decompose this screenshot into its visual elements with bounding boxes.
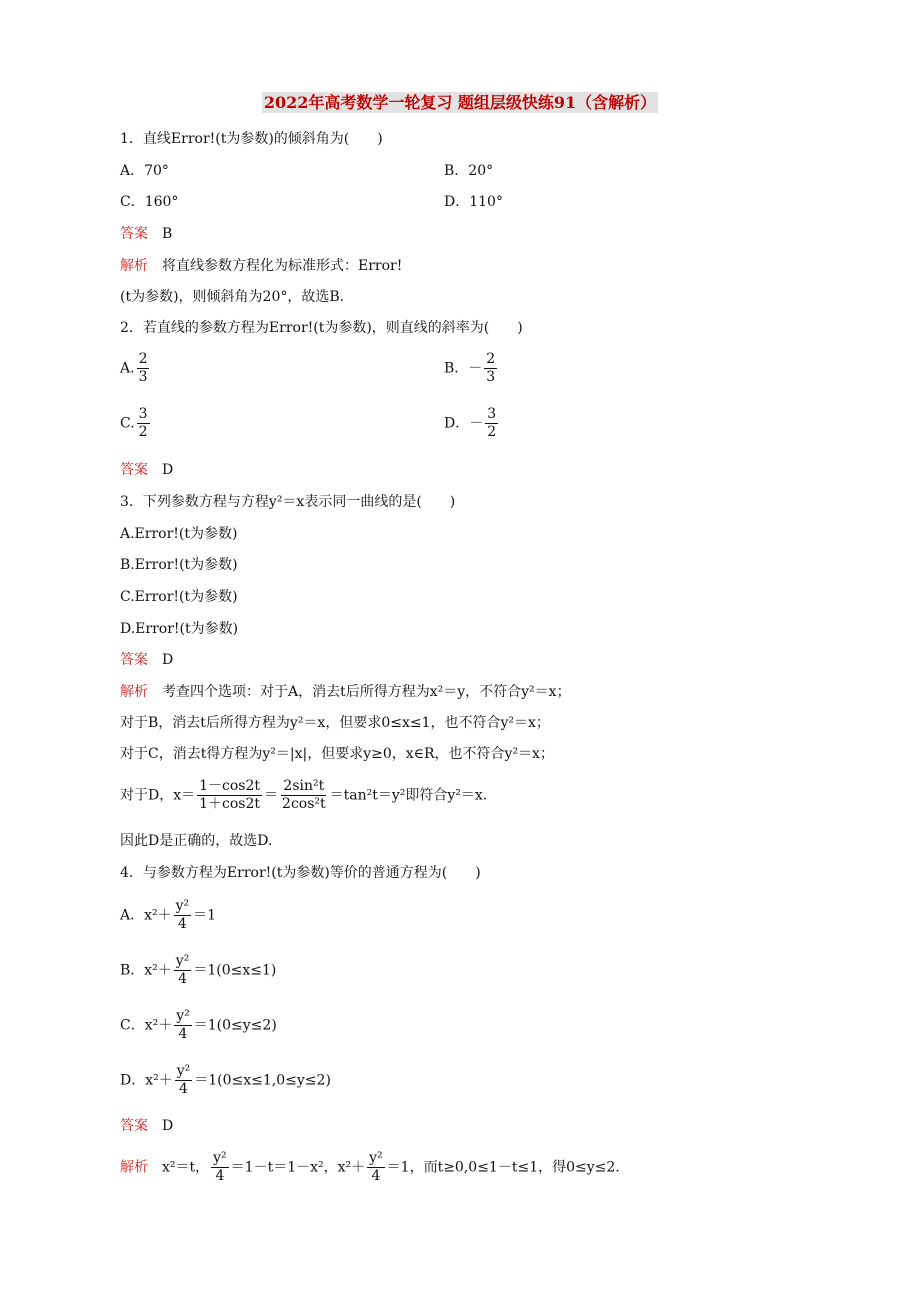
q3-analysis-4: 对于D，x＝ $\frac{1-\cos 2t}{1+\cos 2t}$ ＝ $\frac{\text{2sin²t}}{\text{2cos²t}}$ ＝tan²t＝y²即符合y²＝x. bbox=[120, 778, 488, 812]
q2-option-d: D．－ $\frac{3}{2}$ bbox=[444, 406, 497, 440]
q3-answer: 答案 D bbox=[120, 652, 174, 668]
q4-option-a: A．x²＋ $\frac{\text{y²}}{4}$ ＝1 bbox=[120, 898, 217, 932]
q2-option-c: C. $\frac{3}{2}$ bbox=[120, 406, 148, 440]
q1-option-d: D．110° bbox=[444, 194, 503, 210]
q3-analysis-1: 解析 考查四个选项：对于A，消去t后所得方程为x²＝y，不符合y²＝x； bbox=[120, 684, 571, 700]
q4-stem: 4．与参数方程为Error!(t为参数)等价的普通方程为( ) bbox=[120, 865, 481, 881]
q3-analysis-2: 对于B，消去t后所得方程为y²＝x，但要求0≤x≤1，也不符合y²＝x； bbox=[120, 715, 550, 731]
q1-analysis bbox=[120, 257, 402, 275]
q3-option-b: B.Error!(t为参数) bbox=[120, 557, 238, 573]
q2-option-b: B．－ $\frac{2}{3}$ bbox=[444, 351, 496, 385]
q1-answer-value: B bbox=[162, 226, 173, 242]
q3-option-a: A.Error!(t为参数) bbox=[120, 526, 238, 542]
answer-label: 答案 bbox=[120, 226, 148, 242]
q2-stem: 2．若直线的参数方程为Error!(t为参数)，则直线的斜率为( ) bbox=[120, 320, 523, 336]
analysis-label: 解析 bbox=[120, 258, 148, 274]
q1-analysis-2: (t为参数)，则倾斜角为20°，故选B. bbox=[120, 289, 345, 305]
q4-option-b: B．x²＋ $\frac{\text{y²}}{4}$ ＝1(0≤x≤1) bbox=[120, 953, 277, 987]
q2-answer: 答案 D bbox=[120, 462, 174, 478]
q3-option-d: D.Error!(t为参数) bbox=[120, 621, 239, 637]
q3-analysis-3: 对于C，消去t得方程为y²＝|x|，但要求y≥0，x∈R，也不符合y²＝x； bbox=[120, 746, 554, 762]
q4-analysis: 解析 x²＝t， $\frac{\text{y²}}{4}$ ＝1－t＝1－x²，x²＋ $\frac{\text{y²}}{4}$ ＝1，而t≥0,0≤1－t≤1，得0≤y≤2. bbox=[120, 1150, 620, 1184]
q3-option-c: C.Error!(t为参数) bbox=[120, 589, 238, 605]
q4-option-d: D．x²＋ $\frac{\text{y²}}{4}$ ＝1(0≤x≤1,0≤y≤2) bbox=[120, 1063, 331, 1097]
q1-stem: 1．直线Error!(t为参数)的倾斜角为( ) bbox=[120, 131, 383, 147]
q1-answer bbox=[120, 225, 172, 243]
q1-option-b: B．20° bbox=[444, 163, 494, 179]
q1-analysis-text: 将直线参数方程化为标准形式：Error! bbox=[162, 258, 403, 274]
q3-stem: 3．下列参数方程与方程y²＝x表示同一曲线的是( ) bbox=[120, 494, 456, 510]
page-title: 2022年高考数学一轮复习 题组层级快练91（含解析） bbox=[263, 93, 657, 112]
q4-answer: 答案 D bbox=[120, 1118, 174, 1134]
q1-option-c: C．160° bbox=[120, 194, 179, 210]
q3-analysis-5: 因此D是正确的，故选D. bbox=[120, 833, 273, 849]
q4-option-c: C．x²＋ $\frac{\text{y²}}{4}$ ＝1(0≤y≤2) bbox=[120, 1008, 277, 1042]
q2-option-a: A. $\frac{2}{3}$ bbox=[120, 351, 148, 385]
q1-option-a: A．70° bbox=[120, 163, 169, 179]
